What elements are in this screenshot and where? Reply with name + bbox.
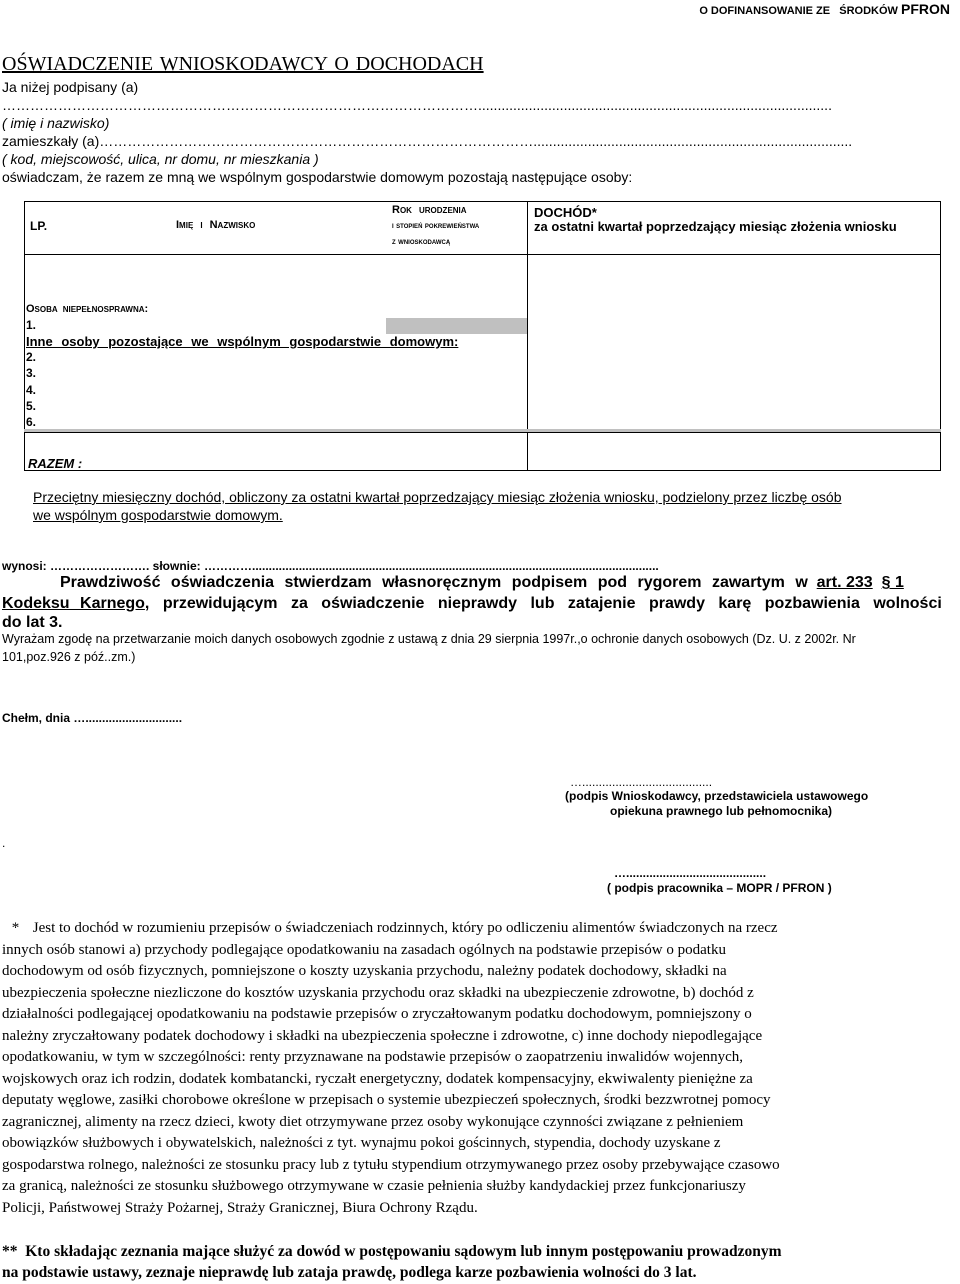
header-line	[699, 0, 950, 20]
footnote-1-line: wojskowych oraz ich rodzin, dodatek kombatancki, ryczałt energetyczny, dodatek kompensacyjny, ekwiwalenty pieniężne za	[2, 1070, 753, 1087]
footnote-1-line: gospodarstwa rolnego, należności ze stosunku pracy lub z tytułu stypendium otrzymywanego przez osoby przebywające czasowo	[2, 1156, 780, 1173]
stray-dot: .	[2, 836, 6, 850]
table-row-5: 5.	[26, 399, 37, 413]
consent-line-2: 101,poz.926 z póź..zm.)	[2, 650, 136, 664]
footnote-1-line: obowiązków służbowych i obywatelskich, należności z tyt. wynajmu pokoi gościnnych, stypendia, dochody uzyskane z	[2, 1135, 721, 1151]
footnote-1-star: *	[11, 920, 20, 936]
footnote-1-line: innych osób stanowi a) przychody podlegające opodatkowaniu na zasadach ogólnych na podstawie przepisów o podatku	[2, 941, 726, 958]
footnote-1	[2, 918, 934, 1219]
col-header-year-2: i stopień pokrewieństwa	[392, 220, 480, 230]
declaration-line-3: do lat 3.	[2, 614, 63, 631]
consent-line-1: Wyrażam zgodę na przetwarzanie moich danych osobowych zgodnie z ustawą z dnia 29 sierpnia 1997r.,o ochronie danych osobowych (Dz. U. z 2002r. Nr	[2, 632, 856, 646]
footnote-2-line-2: na podstawie ustawy, zeznaje nieprawdę lub zataja prawdę, podlega karze pozbawienia wolności do 3 lat.	[2, 1264, 697, 1281]
declaration-text-2: , przewidującym za oświadczenie nieprawdy lub zatajenie prawdy karę pozbawienia wolności	[144, 595, 942, 612]
intro-address-hint: ( kod, miejscowość, ulica, nr domu, nr mieszkania )	[2, 151, 319, 167]
header-middle: ŚRODKÓW	[839, 5, 898, 17]
footnote-1-line: Policji, Państwowej Straży Pożarnej, Straży Granicznej, Biura Ochrony Rządu.	[2, 1199, 478, 1216]
average-income-line-1: Przeciętny miesięczny dochód, obliczony za ostatni kwartał poprzedzający miesiąc złożenia wniosku, podzielony przez liczbę osób	[33, 489, 842, 505]
average-income-line-2: we wspólnym gospodarstwie domowym.	[33, 507, 283, 523]
employee-signature-caption: ( podpis pracownika – MOPR / PFRON )	[607, 881, 832, 895]
document-title: OŚWIADCZENIE WNIOSKODAWCY O DOCHODACH	[2, 53, 484, 75]
footnote-2	[2, 1241, 952, 1283]
table-row-1: 1.	[26, 318, 37, 332]
col-header-lp: LP.	[30, 219, 48, 233]
footnote-1-line: działalności podlegającej opodatkowaniu na podstawie przepisów o zryczałtowanym podatku dochodowym, pomniejszony o	[2, 1006, 752, 1022]
shaded-cell-2	[24, 429, 941, 432]
applicant-signature-dots: ….......................................	[570, 775, 713, 789]
amount-field: wynosi: ……………………. słownie: …………..........................................................................................................................	[2, 559, 659, 573]
other-persons-label: Inne osoby pozostające we wspólnym gospodarstwie domowym:	[26, 334, 459, 349]
col-header-year-1: Rok urodzenia	[392, 204, 467, 216]
footnote-1-line: zagranicznej, alimenty na rzecz dzieci, kwoty diet otrzymywane przez osoby wykonujące czynności związane z pełnieniem	[2, 1113, 744, 1130]
intro-dots-line: …………………………………………………………………………………………...........................................................................................	[2, 97, 832, 113]
footnote-1-line: deputaty węglowe, zasiłki chorobowe określone w przepisach o systemie ubezpieczeń społecznych, środki bezzwrotnej pomocy	[2, 1092, 771, 1108]
applicant-signature-caption-2: opiekuna prawnego lub pełnomocnika)	[610, 804, 833, 818]
table-row-3: 3.	[26, 366, 37, 380]
declaration-paragraph: § 1	[881, 574, 904, 591]
intro-line-1: Ja niżej podpisany (a)	[2, 79, 139, 95]
declaration-line-1	[2, 574, 958, 592]
applicant-signature-caption-1: (podpis Wnioskodawcy, przedstawiciela ustawowego	[565, 789, 869, 803]
table-row-6: 6.	[26, 415, 37, 429]
footnote-1-line: ubezpieczenia społeczne niezliczone do kosztów uzyskania przychodu oraz składki na ubezpieczenie zdrowotne, b) dochód z	[2, 984, 754, 1001]
declaration-code: Kodeksu Karnego	[2, 595, 145, 612]
intro-name-hint: ( imię i nazwisko)	[2, 115, 110, 131]
footnote-2-line-1: Kto składając zeznania mające służyć za dowód w postępowaniu sądowym lub innym postępowaniu prowadzonym	[25, 1243, 782, 1260]
shaded-cell-1	[386, 318, 527, 334]
col-header-year-3: z wnioskodawcą	[392, 236, 451, 246]
col-header-income-2: za ostatni kwartał poprzedzający miesiąc złożenia wniosku	[534, 219, 897, 234]
footnote-1-line: opodatkowaniu, w tym w szczególności: renty przyznawane na podstawie przepisów o zaopatrzeniu inwalidów wojennych,	[2, 1049, 744, 1065]
employee-signature-dots: …..........................................	[614, 866, 767, 880]
footnote-1-line: dochodowym od osób fizycznych, pomniejszone o koszty uzyskania przychodu, należny podatek dochodowy, składki na	[2, 963, 727, 979]
col-header-name: Imię i Nazwisko	[176, 219, 256, 231]
intro-statement: oświadczam, że razem ze mną we wspólnym gospodarstwie domowym pozostają następujące osoby:	[2, 169, 633, 185]
table-row-2: 2.	[26, 350, 37, 364]
place-date-field: Chełm, dnia ….............................	[2, 711, 183, 725]
footnote-1-line: za granicą, należności ze stosunku służbowego otrzymywane w czasie pełnienia służby kandydackiej przez funkcjonariuszy	[2, 1178, 746, 1194]
declaration-line-2	[2, 595, 942, 613]
table-row-4: 4.	[26, 383, 37, 397]
header-suffix: PFRON	[901, 1, 950, 17]
footnote-1-line: Jest to dochód w rozumieniu przepisów o świadczeniach rodzinnych, który po odliczeniu alimentów świadczonych na rzecz	[32, 920, 778, 936]
header-prefix: O DOFINANSOWANIE ZE	[699, 5, 831, 17]
footnote-1-line: należny zryczałtowany podatek dochodowy i składki na ubezpieczenia społeczne i zdrowotne, c) inne dochody niepodlegające	[2, 1027, 763, 1044]
table-total-label: RAZEM :	[28, 456, 83, 471]
disabled-person-label: Osoba niepełnosprawna:	[26, 303, 149, 315]
footnote-2-stars: **	[2, 1243, 18, 1260]
intro-address-line: zamieszkały (a)…………………………………………………………………………………..................................................................................	[2, 133, 853, 149]
declaration-article: art. 233	[816, 574, 873, 591]
col-header-income-1: DOCHÓD*	[534, 205, 597, 220]
declaration-text-1: Prawdziwość oświadczenia stwierdzam własnoręcznym podpisem pod rygorem zawartym w	[60, 574, 808, 591]
